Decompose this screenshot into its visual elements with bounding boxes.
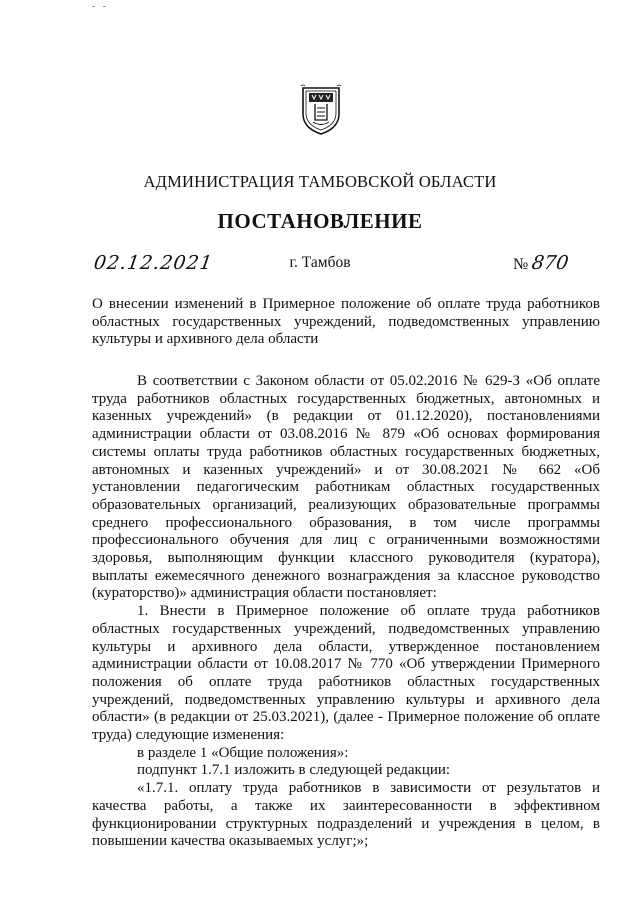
coat-of-arms-icon	[300, 84, 342, 136]
subpoint-paragraph: подпункт 1.7.1 изложить в следующей редакции:	[137, 762, 451, 779]
document-subject: О внесении изменений в Примерное положение об оплате труда работников областных государственных учреждений, подведомственных управлению культуры и архивного дела области	[92, 296, 600, 347]
document-body	[92, 373, 600, 851]
quote-paragraph: «1.7.1. оплату труда работников в зависимости от результатов и качества работы, а также их заинтересованности в эффективном функционировании структурных подразделений и учреждения в целом, в повышении качества оказываемых услуг;»;	[92, 780, 600, 850]
document-number	[513, 252, 569, 274]
handwritten-number: 870	[530, 252, 571, 274]
document-type-title: ПОСТАНОВЛЕНИЕ	[217, 209, 423, 233]
number-prefix: №	[513, 256, 529, 273]
scan-mark	[103, 6, 106, 7]
handwritten-date: 02.12.2021	[92, 252, 215, 274]
section-paragraph: в разделе 1 «Общие положения»:	[137, 744, 349, 761]
city-name: г. Тамбов	[289, 254, 351, 271]
item-1-paragraph: 1. Внести в Примерное положение об оплате труда работников областных государственных учреждений, подведомственных управлению культуры и архивного дела области, утвержденное постановлением администрации области от 10.08.2017 № 770 «Об утверждении Примерного положения об оплате труда работников областных государственных учреждений, подведомственных управлению культуры и архивного дела области» (в редакции от 25.03.2021), (далее - Примерное положение об оплате труда) следующие изменения:	[92, 603, 600, 744]
scan-mark	[92, 6, 95, 7]
organization-name: АДМИНИСТРАЦИЯ ТАМБОВСКОЙ ОБЛАСТИ	[143, 172, 497, 191]
preamble-paragraph: В соответствии с Законом области от 05.02.2016 № 629-З «Об оплате труда работников областных государственных бюджетных, автономных и казенных учреждений» (в редакции от 01.12.2020), постановлениями администрации области от 03.08.2016 № 879 «Об основах формирования системы оплаты труда работников областных государственных бюджетных, автономных и казенных учреждений» и от 30.08.2021 № 662 «Об установлении педагогическим работникам областных государственных образовательных организаций, реализующих образовательные программы среднего профессионального образования, в том числе программы профессионального обучения для лиц с ограниченными возможностями здоровья, выполняющим функции классного руководителя (куратора), выплаты ежемесячного денежного вознаграждения за классное руководство (кураторство)» администрация области постановляет:	[92, 373, 600, 602]
